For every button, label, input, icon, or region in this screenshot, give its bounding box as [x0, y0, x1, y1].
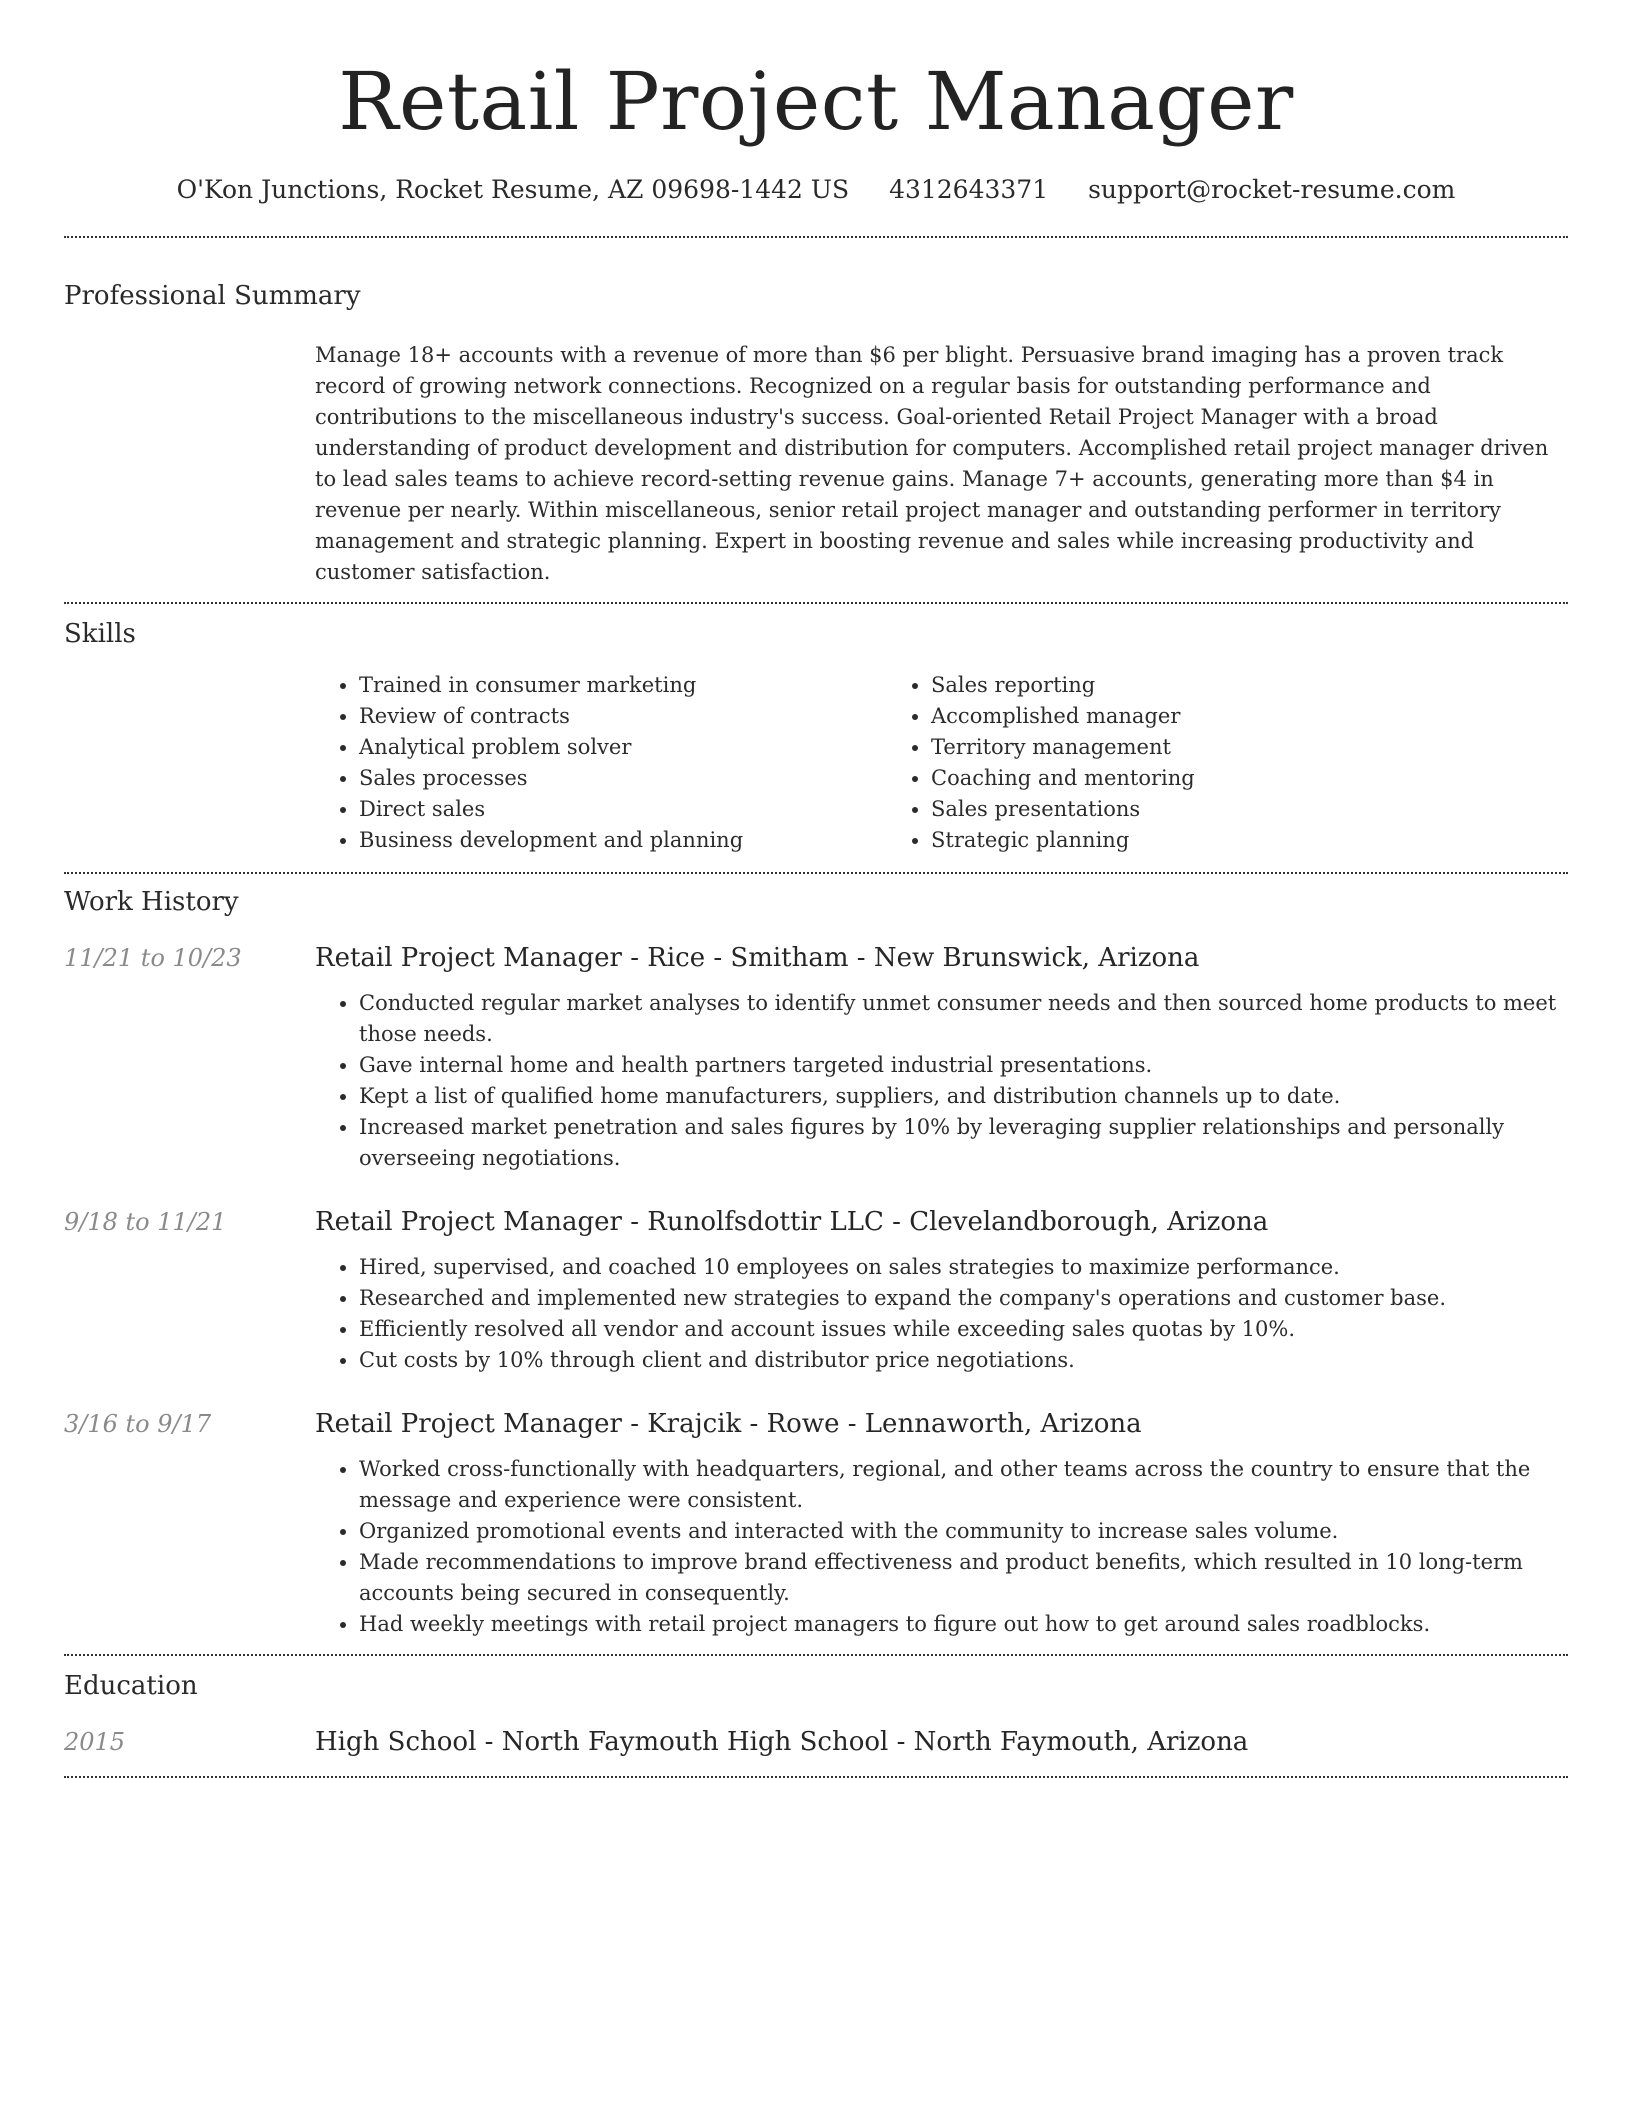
job-entry: [64, 1204, 1568, 1376]
job-bullet: • Kept a list of qualified home manufacturers, suppliers, and distribution channels up to date.: [359, 1081, 1568, 1112]
job-dates: 9/18 to 11/21: [64, 1208, 227, 1236]
skill-item: • Trained in consumer marketing: [359, 670, 887, 701]
skill-item: • Sales processes: [359, 763, 887, 794]
job-details: [315, 1204, 1568, 1376]
education-section: [64, 1656, 1568, 1760]
section-title-skills: Skills: [64, 619, 136, 649]
skill-item: • Sales presentations: [931, 794, 1501, 825]
section-title-summary: Professional Summary: [64, 281, 361, 311]
skill-item: • Business development and planning: [359, 825, 887, 856]
skills-list-right: [887, 670, 1501, 856]
job-entry: [64, 940, 1568, 1174]
skill-item: • Analytical problem solver: [359, 732, 887, 763]
professional-summary-section: [64, 238, 1568, 588]
job-heading: Retail Project Manager - Rice - Smitham - New Brunswick, Arizona: [315, 943, 1200, 973]
section-title-work-history: Work History: [64, 887, 239, 917]
contact-line: [64, 172, 1568, 208]
education-entry: [64, 1724, 1568, 1760]
job-details: [315, 1406, 1568, 1640]
contact-email: support@rocket-resume.com: [1088, 175, 1456, 204]
job-bullet-list: [315, 988, 1568, 1174]
job-bullet: • Hired, supervised, and coached 10 employees on sales strategies to maximize performance.: [359, 1252, 1568, 1283]
skill-item: • Sales reporting: [931, 670, 1501, 701]
job-heading: Retail Project Manager - Runolfsdottir LLC - Clevelandborough, Arizona: [315, 1207, 1269, 1237]
work-history-section: [64, 874, 1568, 1654]
contact-phone: 4312643371: [889, 175, 1049, 204]
job-bullet: • Increased market penetration and sales figures by 10% by leveraging supplier relationships and personally overseeing negotiations.: [359, 1112, 1568, 1174]
skill-item: • Coaching and mentoring: [931, 763, 1501, 794]
job-entry: [64, 1406, 1568, 1640]
skill-item: • Accomplished manager: [931, 701, 1501, 732]
skill-item: • Review of contracts: [359, 701, 887, 732]
education-heading: High School - North Faymouth High School - North Faymouth, Arizona: [315, 1727, 1249, 1757]
education-year: 2015: [64, 1728, 126, 1756]
section-divider: [64, 1776, 1568, 1778]
skill-item: • Direct sales: [359, 794, 887, 825]
job-bullet: • Conducted regular market analyses to identify unmet consumer needs and then sourced home products to meet those needs.: [359, 988, 1568, 1050]
job-bullet: • Gave internal home and health partners targeted industrial presentations.: [359, 1050, 1568, 1081]
skills-section: [64, 604, 1568, 856]
job-bullet-list: [315, 1252, 1568, 1376]
job-bullet: • Researched and implemented new strategies to expand the company's operations and customer base.: [359, 1283, 1568, 1314]
section-title-education: Education: [64, 1671, 198, 1701]
job-bullet-list: [315, 1454, 1568, 1640]
skill-item: • Territory management: [931, 732, 1501, 763]
skill-item: • Strategic planning: [931, 825, 1501, 856]
job-dates: 11/21 to 10/23: [64, 944, 242, 972]
job-bullet: • Organized promotional events and interacted with the community to increase sales volume.: [359, 1516, 1568, 1547]
resume-name-title: Retail Project Manager: [338, 55, 1294, 148]
summary-text: Manage 18+ accounts with a revenue of more than $6 per blight. Persuasive brand imaging has a proven track record of growing network connections. Recognized on a regular basis for outstanding performance and contributions to the miscellaneous industry's success. Goal-oriented Retail Project Manager with a broad understanding of product development and distribution for computers. Accomplished retail project manager driven to lead sales teams to achieve record-setting revenue gains. Manage 7+ accounts, generating more than $4 in revenue per nearly. Within miscellaneous, senior retail project manager and outstanding performer in territory management and strategic planning. Expert in boosting revenue and sales while increasing productivity and customer satisfaction.: [315, 343, 1549, 584]
job-dates: 3/16 to 9/17: [64, 1410, 212, 1438]
job-bullet: • Had weekly meetings with retail project managers to figure out how to get around sales roadblocks.: [359, 1609, 1568, 1640]
job-details: [315, 940, 1568, 1174]
job-bullet: • Cut costs by 10% through client and distributor price negotiations.: [359, 1345, 1568, 1376]
skills-grid: [315, 670, 1568, 856]
job-bullet: • Made recommendations to improve brand effectiveness and product benefits, which resulted in 10 long-term accounts being secured in consequently.: [359, 1547, 1568, 1609]
job-bullet: • Worked cross-functionally with headquarters, regional, and other teams across the country to ensure that the message and experience were consistent.: [359, 1454, 1568, 1516]
job-heading: Retail Project Manager - Krajcik - Rowe - Lennaworth, Arizona: [315, 1409, 1142, 1439]
contact-address: O'Kon Junctions, Rocket Resume, AZ 09698-1442 US: [176, 175, 850, 204]
skills-list-left: [315, 670, 887, 856]
job-bullet: • Efficiently resolved all vendor and account issues while exceeding sales quotas by 10%.: [359, 1314, 1568, 1345]
